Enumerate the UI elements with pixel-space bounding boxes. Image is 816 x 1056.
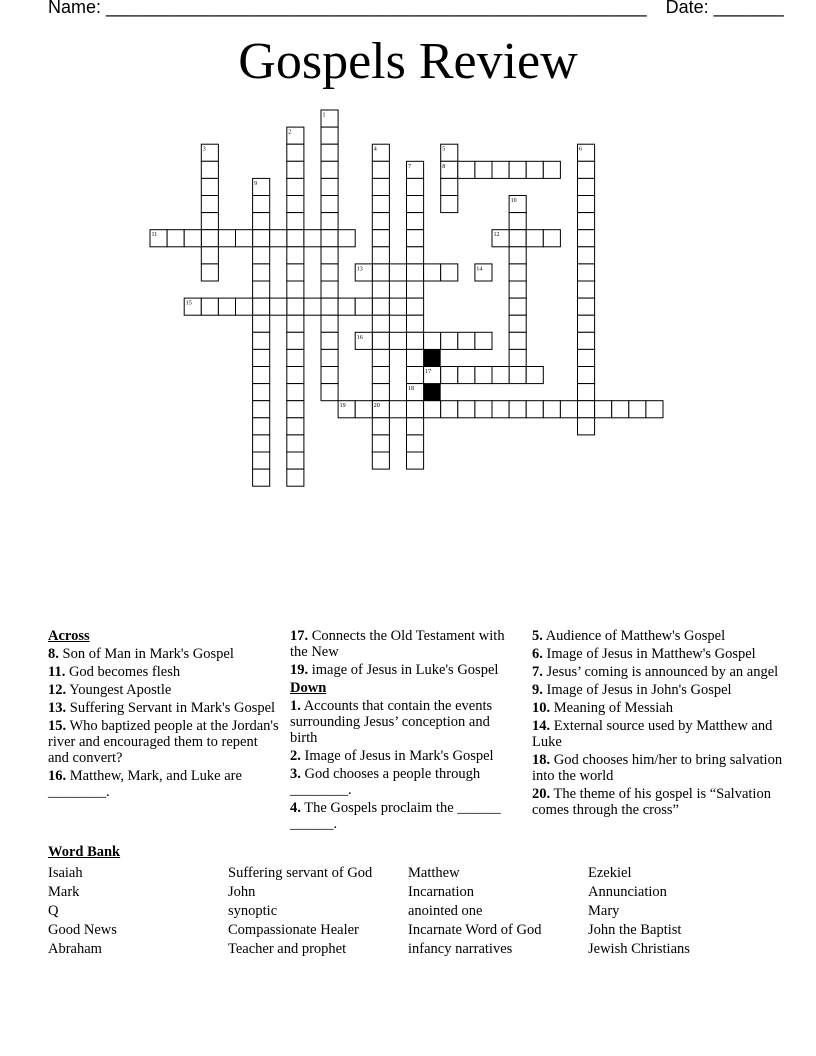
clue-number-label: 6 [579,146,582,153]
word-bank-item: Mary [588,903,620,919]
grid-cell[interactable] [526,230,543,247]
grid-cell[interactable] [372,247,389,264]
clue-number-label: 8 [442,163,446,170]
word-bank-item: Ezekiel [588,865,632,881]
clue-number-label: 5 [442,146,446,153]
grid-cell[interactable] [253,367,270,384]
grid-cell[interactable] [287,281,304,298]
clues-column-1 [48,628,280,802]
grid-cell[interactable] [475,401,492,418]
grid-cell[interactable] [372,452,389,469]
grid-cell[interactable] [304,298,321,315]
grid-cell[interactable] [509,349,526,366]
grid-cell[interactable] [407,247,424,264]
grid-cell[interactable] [287,384,304,401]
word-bank-item: Incarnation [408,884,475,900]
grid-cell[interactable] [407,213,424,230]
clue-number-label: 19 [339,403,346,410]
grid-cell[interactable] [287,401,304,418]
clue-down-7: 7. Jesus’ coming is announced by an angel [532,664,779,680]
word-bank-item: John the Baptist [588,922,682,938]
grid-cell[interactable] [458,367,475,384]
clue-across-16: 16. Matthew, Mark, and Luke are ________. [48,768,242,800]
grid-cell[interactable] [338,230,355,247]
grid-cell[interactable] [458,332,475,349]
grid-cell[interactable] [201,264,218,281]
grid-cell[interactable] [578,213,595,230]
grid-cell[interactable] [441,367,458,384]
word-bank-item: Suffering servant of God [228,865,373,881]
grid-cell[interactable] [321,247,338,264]
grid-cell[interactable] [389,332,406,349]
grid-cell[interactable] [509,401,526,418]
grid-cell[interactable] [389,298,406,315]
clue-across-8: 8. Son of Man in Mark's Gospel [48,646,234,662]
grid-block [424,349,441,366]
grid-cell[interactable] [218,298,235,315]
grid-cell[interactable] [578,230,595,247]
grid-cell[interactable] [372,178,389,195]
grid-cell[interactable] [407,178,424,195]
grid-cell[interactable] [287,298,304,315]
grid-cell[interactable] [560,401,577,418]
grid-cell[interactable] [253,332,270,349]
word-bank-item: Annunciation [588,884,667,900]
grid-cell[interactable] [458,401,475,418]
across-heading: Across [48,628,90,644]
word-bank-item: Isaiah [48,865,83,881]
word-bank-item: Good News [48,922,117,938]
grid-cell[interactable] [201,178,218,195]
grid-cell[interactable] [253,418,270,435]
grid-cell[interactable] [287,435,304,452]
clue-down-5: 5. Audience of Matthew's Gospel [532,628,726,644]
grid-cell[interactable] [407,298,424,315]
clue-across-13: 13. Suffering Servant in Mark's Gospel [48,700,276,716]
grid-cell[interactable] [321,161,338,178]
grid-cell[interactable] [578,298,595,315]
grid-cell[interactable] [201,298,218,315]
grid-cell[interactable] [253,401,270,418]
grid-cell[interactable] [321,127,338,144]
word-bank-column-3 [408,864,541,959]
grid-cell[interactable] [321,384,338,401]
clue-number-label: 1 [322,112,326,119]
grid-cell[interactable] [253,281,270,298]
clue-across-19: 19. image of Jesus in Luke's Gospel [290,662,499,678]
grid-cell[interactable] [321,178,338,195]
grid-cell[interactable] [287,178,304,195]
grid-cell[interactable] [372,213,389,230]
grid-cell[interactable] [253,384,270,401]
grid-cell[interactable] [253,196,270,213]
grid-cell[interactable] [578,264,595,281]
grid-cell[interactable] [287,367,304,384]
grid-cell[interactable] [441,178,458,195]
grid-cell[interactable] [338,298,355,315]
grid-cell[interactable] [321,144,338,161]
clue-down-10: 10. Meaning of Messiah [532,700,673,716]
grid-cell[interactable] [287,349,304,366]
grid-cell[interactable] [253,213,270,230]
grid-cell[interactable] [509,315,526,332]
grid-cell[interactable] [304,230,321,247]
grid-cell[interactable] [475,367,492,384]
clue-number-label: 10 [510,198,517,204]
grid-cell[interactable] [509,213,526,230]
clue-across-12: 12. Youngest Apostle [48,682,172,698]
grid-cell[interactable] [441,332,458,349]
clues-column-2 [290,628,520,834]
grid-cell[interactable] [253,349,270,366]
grid-cell[interactable] [526,161,543,178]
grid-cell[interactable] [543,161,560,178]
grid-cell[interactable] [287,213,304,230]
grid-cell[interactable] [578,161,595,178]
clue-number-label: 14 [476,266,483,273]
clue-number-label: 20 [373,403,380,410]
clues-column-3 [532,628,788,820]
grid-cell[interactable] [578,401,595,418]
grid-cell[interactable] [287,418,304,435]
clue-number-label: 9 [254,180,258,187]
grid-cell[interactable] [236,230,253,247]
grid-cell[interactable] [578,315,595,332]
word-bank-item: Incarnate Word of God [408,922,542,938]
grid-cell[interactable] [321,298,338,315]
grid-cell[interactable] [612,401,629,418]
clue-down-1: 1. Accounts that contain the events surrounding Jesus’ conception and birth [290,698,493,746]
grid-cell[interactable] [578,196,595,213]
grid-cell[interactable] [372,435,389,452]
clue-across-17: 17. Connects the Old Testament with the New [290,628,505,660]
grid-cell[interactable] [578,418,595,435]
grid-cell[interactable] [253,298,270,315]
grid-cell[interactable] [543,230,560,247]
grid-cell[interactable] [372,161,389,178]
grid-cell[interactable] [355,401,372,418]
grid-cell[interactable] [407,196,424,213]
grid-cell[interactable] [287,264,304,281]
word-bank-column-1 [48,864,117,959]
grid-cell[interactable] [509,161,526,178]
word-bank-item: Mark [48,884,80,900]
grid-cell[interactable] [253,247,270,264]
word-bank-item: Q [48,903,59,919]
grid-cell[interactable] [372,298,389,315]
grid-cell[interactable] [372,349,389,366]
grid-block [424,384,441,401]
grid-cell[interactable] [321,332,338,349]
clue-number-label: 2 [288,129,292,136]
grid-cell[interactable] [201,230,218,247]
word-bank-item: synoptic [228,903,278,919]
grid-cell[interactable] [407,230,424,247]
grid-cell[interactable] [372,332,389,349]
clue-down-3: 3. God chooses a people through ________. [290,766,481,798]
grid-cell[interactable] [184,230,201,247]
grid-cell[interactable] [578,247,595,264]
grid-cell[interactable] [236,298,253,315]
word-bank-item: Abraham [48,941,102,957]
grid-cell[interactable] [287,315,304,332]
grid-cell[interactable] [509,247,526,264]
grid-cell[interactable] [509,298,526,315]
grid-cell[interactable] [287,247,304,264]
grid-cell[interactable] [372,367,389,384]
clue-number-label: 16 [356,334,363,341]
grid-cell[interactable] [407,349,424,366]
grid-cell[interactable] [321,230,338,247]
grid-cell[interactable] [287,161,304,178]
word-bank-item: Jewish Christians [588,941,690,957]
grid-cell[interactable] [407,332,424,349]
grid-cell[interactable] [492,161,509,178]
grid-cell[interactable] [509,332,526,349]
grid-cell[interactable] [578,332,595,349]
grid-cell[interactable] [441,401,458,418]
word-bank [48,844,788,957]
name-field[interactable]: Name: ______________________________________________________ [48,0,647,17]
clue-down-14: 14. External source used by Matthew and Luke [532,718,773,750]
clue-number-label: 18 [408,386,414,393]
grid-cell[interactable] [578,384,595,401]
grid-cell[interactable] [287,452,304,469]
grid-cell[interactable] [372,230,389,247]
grid-cell[interactable] [201,247,218,264]
grid-cell[interactable] [526,367,543,384]
clue-down-6: 6. Image of Jesus in Matthew's Gospel [532,646,756,662]
clue-number-label: 17 [425,369,432,375]
grid-cell[interactable] [372,418,389,435]
grid-cell[interactable] [407,418,424,435]
grid-cell[interactable] [372,281,389,298]
grid-cell[interactable] [407,435,424,452]
grid-cell[interactable] [578,178,595,195]
grid-cell[interactable] [287,230,304,247]
grid-cell[interactable] [201,196,218,213]
grid-cell[interactable] [424,401,441,418]
clue-down-9: 9. Image of Jesus in John's Gospel [532,682,732,698]
grid-cell[interactable] [407,452,424,469]
clue-number-label: 11 [151,232,158,239]
clue-number-label: 7 [408,163,411,170]
grid-cell[interactable] [509,264,526,281]
word-bank-item: infancy narratives [408,941,513,957]
word-bank-item: Matthew [408,865,460,881]
page-title: Gospels Review [238,33,578,90]
grid-cell[interactable] [458,161,475,178]
grid-cell[interactable] [578,367,595,384]
clue-number-label: 15 [185,300,192,307]
clue-down-4: 4. The Gospels proclaim the ______ ______. [290,800,501,832]
word-bank-item: anointed one [408,903,483,919]
grid-cell[interactable] [629,401,646,418]
clue-number-label: 13 [356,266,363,273]
grid-cell[interactable] [372,315,389,332]
grid-cell[interactable] [321,264,338,281]
grid-cell[interactable] [509,230,526,247]
grid-cell[interactable] [253,435,270,452]
word-bank-column-4 [588,864,690,959]
clue-down-20: 20. The theme of his gospel is “Salvation comes through the cross” [532,786,771,818]
grid-cell[interactable] [218,230,235,247]
grid-cell[interactable] [372,264,389,281]
grid-cell[interactable] [201,213,218,230]
grid-cell[interactable] [492,401,509,418]
grid-cell[interactable] [253,315,270,332]
grid-cell[interactable] [595,401,612,418]
clue-number-label: 12 [493,232,500,239]
clue-down-18: 18. God chooses him/her to bring salvation into the world [532,752,783,784]
grid-cell[interactable] [407,315,424,332]
word-bank-item: John [228,884,256,900]
grid-cell[interactable] [287,332,304,349]
grid-cell[interactable] [201,161,218,178]
grid-cell[interactable] [407,264,424,281]
grid-cell[interactable] [355,298,372,315]
grid-cell[interactable] [441,264,458,281]
grid-cell[interactable] [578,349,595,366]
crossword-grid[interactable] [0,0,816,500]
word-bank-column-2 [228,864,372,959]
grid-cell[interactable] [526,401,543,418]
grid-cell[interactable] [475,332,492,349]
grid-cell[interactable] [321,315,338,332]
clue-number-label: 4 [373,146,377,153]
grid-cell[interactable] [441,196,458,213]
grid-cell[interactable] [321,281,338,298]
grid-cell[interactable] [424,264,441,281]
grid-cell[interactable] [407,367,424,384]
grid-cell[interactable] [578,281,595,298]
grid-cell[interactable] [372,384,389,401]
grid-cell[interactable] [321,196,338,213]
grid-cell[interactable] [253,452,270,469]
clue-number-label: 3 [202,146,206,153]
grid-cell[interactable] [492,367,509,384]
grid-cell[interactable] [287,196,304,213]
word-bank-item: Teacher and prophet [228,941,347,957]
word-bank-heading: Word Bank [48,844,121,860]
grid-cell[interactable] [287,469,304,486]
word-bank-item: Compassionate Healer [228,922,359,938]
grid-cell[interactable] [389,401,406,418]
clue-down-2: 2. Image of Jesus in Mark's Gospel [290,748,494,764]
grid-cell[interactable] [287,144,304,161]
clue-across-15: 15. Who baptized people at the Jordan's river and encouraged them to repent and convert? [48,718,279,766]
date-field[interactable]: Date: _______ [665,0,784,17]
grid-cell[interactable] [509,367,526,384]
grid-cell[interactable] [253,230,270,247]
grid-cell[interactable] [270,298,287,315]
grid-cell[interactable] [270,230,287,247]
grid-cell[interactable] [543,401,560,418]
grid-cell[interactable] [407,401,424,418]
grid-cell[interactable] [509,281,526,298]
grid-cell[interactable] [646,401,663,418]
grid-cell[interactable] [372,196,389,213]
grid-cell[interactable] [321,367,338,384]
grid-cell[interactable] [407,281,424,298]
grid-cell[interactable] [167,230,184,247]
grid-cell[interactable] [321,213,338,230]
grid-cell[interactable] [424,332,441,349]
grid-cell[interactable] [321,349,338,366]
grid-cell[interactable] [389,264,406,281]
grid-cell[interactable] [475,161,492,178]
clue-across-11: 11. God becomes flesh [48,664,181,680]
down-heading: Down [290,680,327,696]
grid-cell[interactable] [253,469,270,486]
grid-cell[interactable] [253,264,270,281]
